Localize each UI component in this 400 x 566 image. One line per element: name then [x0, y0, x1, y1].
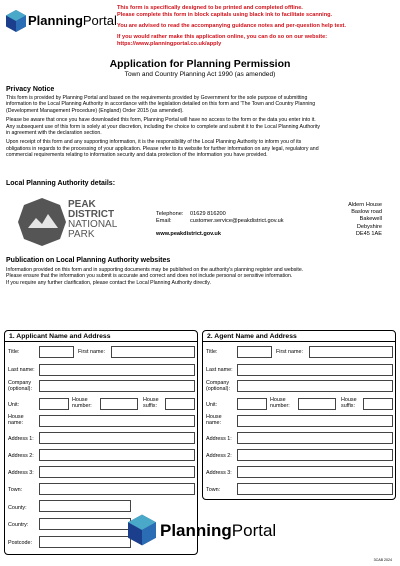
- agent-house-suffix-input[interactable]: [363, 398, 393, 410]
- company-label-line: (optional):: [206, 386, 230, 392]
- agent-town-label: Town:: [206, 487, 221, 493]
- page-title: Application for Planning Permission: [109, 58, 291, 70]
- footer-logo-bold: Planning: [160, 521, 232, 540]
- house-suffix-line: suffix:: [341, 403, 355, 409]
- lpa-website[interactable]: www.peakdistrict.gov.uk: [156, 231, 221, 237]
- house-suffix-line: suffix:: [143, 403, 157, 409]
- peak-logo-line: DISTRICT: [68, 209, 115, 220]
- applicant-address2-input[interactable]: [39, 449, 195, 461]
- agent-house-number-input[interactable]: [298, 398, 336, 410]
- house-name-line: name:: [8, 420, 23, 426]
- company-label-line: (optional):: [8, 386, 32, 392]
- privacy-p1-l3: (Development Management Procedure) (England) Order 2015 (as amended).: [6, 107, 184, 114]
- lpa-contact: [156, 211, 284, 238]
- applicant-address3-input[interactable]: [39, 466, 195, 478]
- applicant-heading: 1. Applicant Name and Address: [5, 331, 197, 342]
- applicant-country-input[interactable]: [39, 518, 131, 530]
- agent-title-label: Title:: [206, 349, 218, 355]
- agent-address2-label: Address 2:: [206, 453, 232, 459]
- applicant-house-name-label: [8, 414, 24, 426]
- applicant-company-label: [8, 380, 32, 392]
- applicant-postcode-input[interactable]: [39, 536, 131, 548]
- house-number-line: House: [72, 397, 88, 403]
- applicant-house-number-label: [72, 397, 92, 409]
- agent-address2-input[interactable]: [237, 449, 393, 461]
- agent-house-number-label: [270, 397, 290, 409]
- peak-district-logo: [18, 198, 138, 246]
- online-link[interactable]: https://www.planningportal.co.uk/apply: [117, 41, 222, 47]
- logo-text-light: Portal: [82, 13, 117, 28]
- telephone-value: 01629 816200: [190, 211, 226, 217]
- applicant-address1-label: Address 1:: [8, 436, 34, 442]
- online-line: If you would rather make this application online, you can do so on our website:: [117, 34, 328, 40]
- publication-line: Information provided on this form and in supporting documents may be published on the authority's planning register and website.: [6, 267, 304, 273]
- privacy-p3-l3: commercial requirements relating to information security and data protection of the information you have provided.: [6, 152, 268, 159]
- form-version: 3CAB 2024: [373, 558, 392, 562]
- applicant-address3-label: Address 3:: [8, 470, 34, 476]
- guidance-note: You are advised to read the accompanying guidance notes and per-question help text.: [117, 23, 346, 29]
- address-line: Debyshire: [356, 223, 382, 230]
- agent-company-input[interactable]: [237, 380, 393, 392]
- page-subtitle: Town and Country Planning Act 1990 (as amended): [124, 71, 276, 78]
- privacy-p1-l2: information to the Local Planning Authority in accordance with the legislation detailed on this form and 'The Town and Country Planning: [6, 101, 316, 108]
- applicant-house-number-input[interactable]: [100, 398, 138, 410]
- privacy-p2-l2: Any subsequent use of this form is solely at your discretion, including the choice to complete and submit it to the Local Planning Authority: [6, 123, 321, 130]
- house-name-line: House: [8, 414, 24, 420]
- address-line: Baslow road: [351, 209, 382, 216]
- house-number-line: number:: [72, 403, 92, 409]
- agent-house-name-input[interactable]: [237, 415, 393, 427]
- agent-last-name-label: Last name:: [206, 367, 233, 373]
- agent-heading: 2. Agent Name and Address: [203, 331, 395, 342]
- agent-unit-label: Unit:: [206, 402, 218, 408]
- privacy-p3-l2: obligations in regards to the processing of your application. Please refer to its website for further information on any legal, regulatory and: [6, 145, 319, 152]
- privacy-text: [6, 95, 398, 159]
- notice-block: [117, 5, 397, 48]
- applicant-county-input[interactable]: [39, 500, 131, 512]
- agent-town-input[interactable]: [237, 483, 393, 495]
- applicant-county-label: County:: [8, 505, 27, 511]
- house-name-line: House: [206, 414, 222, 420]
- agent-address1-input[interactable]: [237, 432, 393, 444]
- applicant-title-input[interactable]: [39, 346, 74, 358]
- house-number-line: House: [270, 397, 286, 403]
- house-suffix-line: House: [341, 397, 357, 403]
- email-label: Email:: [156, 218, 172, 224]
- privacy-p3-l1: Upon receipt of this form and any supporting information, it is the responsibility of the Local Planning Authority to inform you of its: [6, 139, 302, 146]
- applicant-address2-label: Address 2:: [8, 453, 34, 459]
- agent-first-name-input[interactable]: [309, 346, 393, 358]
- lpa-address: [292, 202, 382, 238]
- applicant-country-label: Country:: [8, 522, 29, 528]
- publication-text: [6, 267, 398, 286]
- applicant-town-input[interactable]: [39, 483, 195, 495]
- peak-logo-line: NATIONAL: [68, 219, 118, 230]
- company-label-line: Company: [206, 380, 230, 386]
- agent-address3-input[interactable]: [237, 466, 393, 478]
- applicant-town-label: Town:: [8, 487, 23, 493]
- notice-line: Please complete this form in block capitals using black ink to facilitate scanning.: [117, 12, 333, 18]
- publication-heading: Publication on Local Planning Authority websites: [6, 257, 171, 264]
- address-line: Bakewell: [359, 216, 382, 223]
- footer-logo-icon: [128, 514, 156, 546]
- house-name-line: name:: [206, 420, 221, 426]
- agent-house-suffix-label: [341, 397, 357, 409]
- notice-line: This form is specifically designed to be printed and completed offline.: [117, 5, 303, 11]
- agent-last-name-input[interactable]: [237, 364, 393, 376]
- company-label-line: Company: [8, 380, 32, 386]
- applicant-house-suffix-input[interactable]: [165, 398, 195, 410]
- telephone-label: Telephone:: [156, 211, 184, 217]
- applicant-first-name-label: First name:: [78, 349, 105, 355]
- agent-unit-input[interactable]: [237, 398, 267, 410]
- address-line: DE45 1AE: [355, 230, 382, 237]
- privacy-p1-l1: This form is provided by Planning Portal and based on the requirements provided by Government for the sole purpose of submitting: [6, 95, 308, 101]
- lpa-heading: Local Planning Authority details:: [6, 180, 116, 187]
- house-suffix-line: House: [143, 397, 159, 403]
- house-number-line: number:: [270, 403, 290, 409]
- address-line: Aldern House: [348, 202, 382, 208]
- applicant-house-suffix-label: [143, 397, 159, 409]
- agent-first-name-label: First name:: [276, 349, 303, 355]
- peak-district-logo-icon: [18, 198, 66, 246]
- peak-logo-line: PARK: [68, 229, 95, 240]
- agent-panel: [202, 330, 396, 500]
- planning-portal-logo-icon: [6, 10, 26, 32]
- publication-line: If you require any further clarification, please contact the Local Planning Authority directly.: [6, 279, 211, 286]
- agent-house-name-label: [206, 414, 222, 426]
- applicant-last-name-input[interactable]: [39, 364, 195, 376]
- applicant-last-name-label: Last name:: [8, 367, 35, 373]
- agent-address1-label: Address 1:: [206, 436, 232, 442]
- applicant-postcode-label: Postcode:: [8, 540, 32, 546]
- agent-company-label: [206, 380, 230, 392]
- privacy-heading: Privacy Notice: [6, 86, 55, 93]
- planning-portal-logo: [6, 10, 116, 34]
- footer-logo-light: Portal: [231, 521, 277, 540]
- peak-logo-line: PEAK: [68, 199, 96, 210]
- privacy-p2-l1: Please be aware that once you have downloaded this form, Planning Portal will have no access to the form or the data you enter into it.: [6, 117, 316, 124]
- applicant-first-name-input[interactable]: [111, 346, 195, 358]
- applicant-company-input[interactable]: [39, 380, 195, 392]
- applicant-address1-input[interactable]: [39, 432, 195, 444]
- applicant-house-name-input[interactable]: [39, 415, 195, 427]
- email-value[interactable]: customer.service@peakdistrict.gov.uk: [190, 218, 284, 224]
- applicant-unit-label: Unit:: [8, 402, 20, 408]
- publication-line: Please ensure that the information you submit is accurate and correct and does not include personal or sensitive information.: [6, 273, 293, 280]
- privacy-p2-l3: in agreement with the declaration section.: [6, 130, 102, 137]
- applicant-title-label: Title:: [8, 349, 20, 355]
- applicant-unit-input[interactable]: [39, 398, 69, 410]
- agent-title-input[interactable]: [237, 346, 272, 358]
- logo-text-bold: Planning: [28, 13, 83, 28]
- footer-planning-portal-logo: [128, 514, 278, 548]
- agent-address3-label: Address 3:: [206, 470, 232, 476]
